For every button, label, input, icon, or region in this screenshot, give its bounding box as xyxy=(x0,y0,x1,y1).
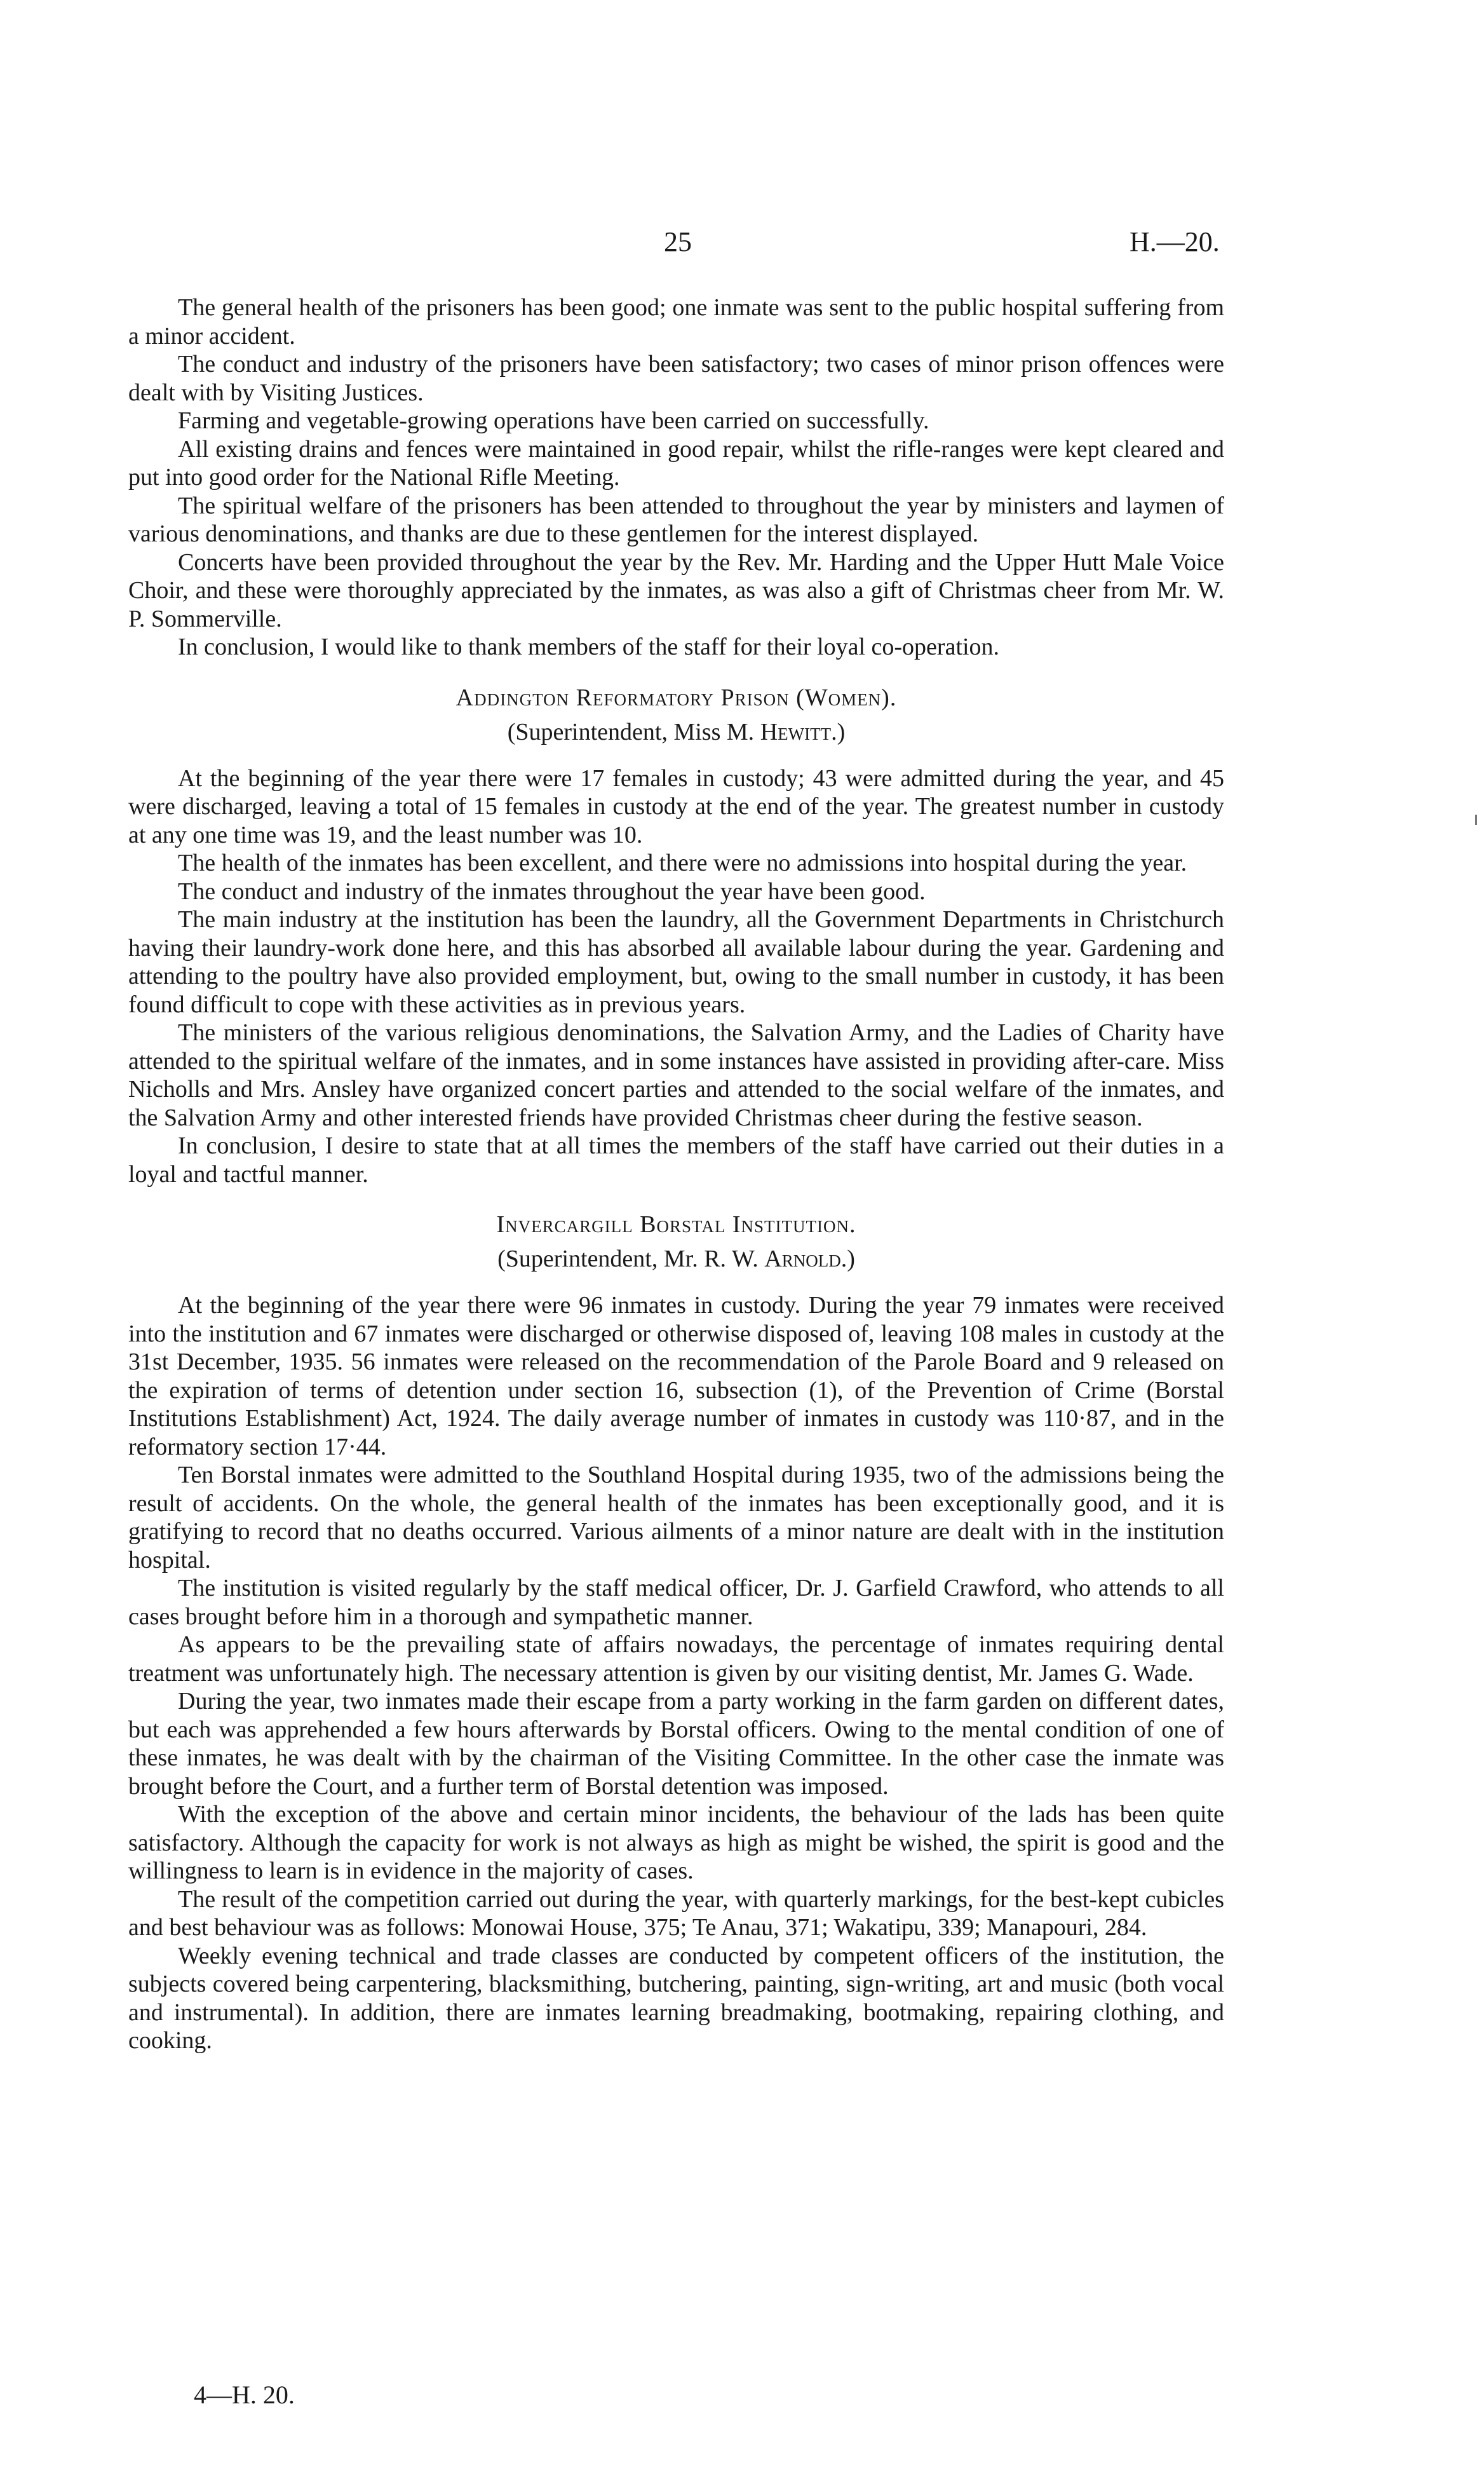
paragraph: With the exception of the above and certain minor incidents, the behaviour of the lads has been quite satisfactory. Although the capacity for work is not always as high as might be wished, the spirit is good and the willingness to learn is in evidence in the majority of cases. xyxy=(128,1801,1224,1884)
paragraph: At the beginning of the year there were 17 females in custody; 43 were admitted during the year, and 45 were discharged, leaving a total of 15 females in custody at the end of the year. The greatest number in custody at any one time was 19, and the least number was 10. xyxy=(128,764,1224,848)
scan-edge-mark xyxy=(1475,815,1477,825)
paragraph: The conduct and industry of the prisoners have been satisfactory; two cases of minor prison offences were dealt with by Visiting Justices. xyxy=(128,351,1224,406)
section-subheading xyxy=(128,717,1224,747)
document-body xyxy=(128,294,1224,2055)
paragraph: The spiritual welfare of the prisoners has been attended to throughout the year by ministers and laymen of various denominations, and thanks are due to these gentlemen for the interest displayed. xyxy=(128,492,1224,547)
paragraph: The health of the inmates has been excellent, and there were no admissions into hospital during the year. xyxy=(178,850,1187,876)
paragraph: The ministers of the various religious denominations, the Salvation Army, and the Ladies of Charity have attended to the spiritual welfare of the inmates, and in some instances have assisted in providing after-care. Miss Nicholls and Mrs. Ansley have organized concert parties and attended to the social welfare of the inmates, and the Salvation Army and other interested friends have provided Christmas cheer during the festive season. xyxy=(128,1019,1224,1131)
section-heading: Addington Reformatory Prison (Women). xyxy=(455,684,897,711)
paragraph: All existing drains and fences were maintained in good repair, whilst the rifle-ranges were kept cleared and put into good order for the National Rifle Meeting. xyxy=(128,435,1224,491)
subheading-prefix: (Superintendent, Miss M. xyxy=(507,718,760,745)
paragraph: The conduct and industry of the inmates throughout the year have been good. xyxy=(178,878,926,905)
page-number: 25 xyxy=(664,226,692,257)
paragraph: At the beginning of the year there were 96 inmates in custody. During the year 79 inmates were received into the institution and 67 inmates were discharged or otherwise disposed of, leaving 108 males in custody at the 31st December, 1935. 56 inmates were released on the recommendation of the Parole Board and 9 released on the expiration of terms of detention under section 16, subsection (1), of the Prevention of Crime (Borstal Institutions Establishment) Act, 1924. The daily average number of inmates in custody was 110·87, and in the reformatory section 17·44. xyxy=(128,1292,1224,1460)
paragraph: Weekly evening technical and trade classes are conducted by competent officers of the institution, the subjects covered being carpentering, blacksmithing, butchering, painting, sign-writing, art and music (both vocal and instrumental). In addition, there are inmates learning breadmaking, bootmaking, repairing clothing, and cooking. xyxy=(128,1942,1224,2054)
paragraph: Concerts have been provided throughout the year by the Rev. Mr. Harding and the Upper Hutt Male Voice Choir, and these were thoroughly appreciated by the inmates, as was also a gift of Christmas cheer from Mr. W. P. Sommerville. xyxy=(128,548,1224,632)
subheading-suffix: .) xyxy=(840,1246,855,1272)
superintendent-name: Hewitt xyxy=(760,718,832,745)
paragraph: In conclusion, I would like to thank members of the staff for their loyal co-operation. xyxy=(178,634,1000,660)
document-reference: H.—20. xyxy=(1130,226,1220,257)
section-heading: Invercargill Borstal Institution. xyxy=(496,1211,856,1238)
addington-section xyxy=(128,683,1224,1189)
paragraph: As appears to be the prevailing state of affairs nowadays, the percentage of inmates requiring dental treatment was unfortunately high. The necessary attention is given by our visiting dentist, Mr. James G. Wade. xyxy=(128,1631,1224,1687)
paragraph: Ten Borstal inmates were admitted to the Southland Hospital during 1935, two of the admissions being the result of accidents. On the whole, the general health of the inmates has been exceptionally good, and it is gratifying to record that no deaths occurred. Various ailments of a minor nature are dealt with in the institution hospital. xyxy=(128,1462,1224,1573)
paragraph: In conclusion, I desire to state that at all times the members of the staff have carried out their duties in a loyal and tactful manner. xyxy=(128,1132,1224,1188)
paragraph: Farming and vegetable-growing operations have been carried on successfully. xyxy=(178,407,929,434)
subheading-suffix: .) xyxy=(831,718,846,745)
paragraph: The result of the competition carried out during the year, with quarterly markings, for the best-kept cubicles and best behaviour was as follows: Monowai House, 375; Te Anau, 371; Wakatipu, 339; Manapouri, 284. xyxy=(128,1885,1224,1941)
paragraph: The general health of the prisoners has been good; one inmate was sent to the public hospital suffering from a minor accident. xyxy=(128,294,1224,350)
paragraph: The main industry at the institution has been the laundry, all the Government Departments in Christchurch having their laundry-work done here, and this has absorbed all available labour during the year. Gardening and attending to the poultry have also provided employment, but, owing to the small number in custody, it has been found difficult to cope with these activities as in previous years. xyxy=(128,906,1224,1018)
paragraph: The institution is visited regularly by the staff medical officer, Dr. J. Garfield Crawford, who attends to all cases brought before him in a thorough and sympathetic manner. xyxy=(128,1575,1224,1630)
intro-section xyxy=(128,294,1224,662)
invercargill-section xyxy=(128,1210,1224,2055)
page-header xyxy=(0,226,1484,264)
section-subheading xyxy=(128,1244,1224,1273)
subheading-prefix: (Superintendent, Mr. R. W. xyxy=(497,1246,765,1272)
superintendent-name: Arnold xyxy=(764,1246,841,1272)
signature-reference: 4—H. 20. xyxy=(194,2380,295,2409)
paragraph: During the year, two inmates made their escape from a party working in the farm garden on different dates, but each was apprehended a few hours afterwards by Borstal officers. Owing to the mental condition of one of these inmates, he was dealt with by the chairman of the Visiting Committee. In the other case the inmate was brought before the Court, and a further term of Borstal detention was imposed. xyxy=(128,1688,1224,1800)
